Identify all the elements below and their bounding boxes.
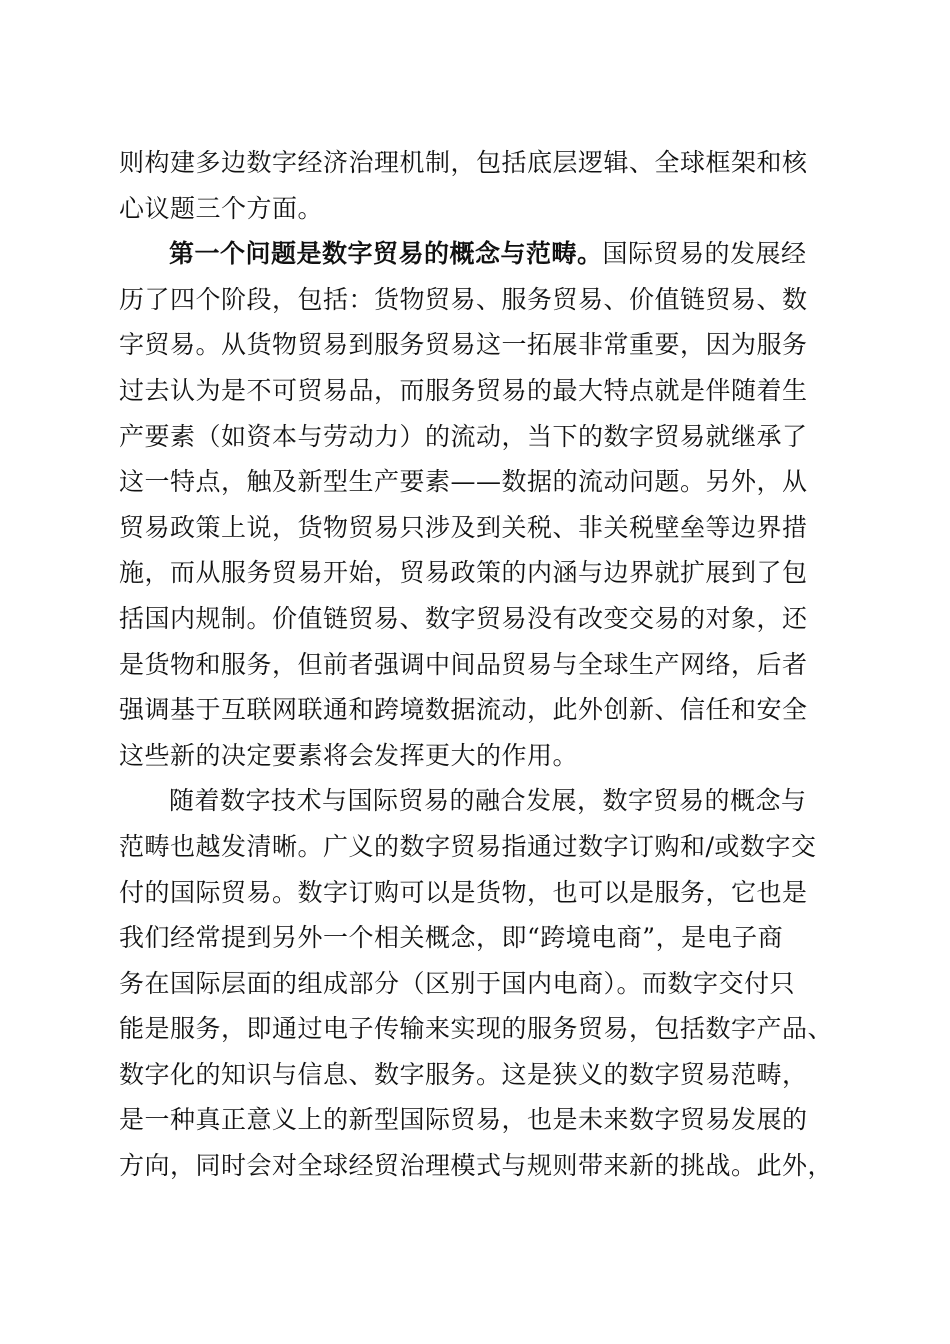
text-line: 历了四个阶段，包括：货物贸易、服务贸易、价值链贸易、数 bbox=[119, 284, 808, 314]
bold-heading-sentence: 第一个问题是数字贸易的概念与范畴。 bbox=[169, 239, 603, 269]
text-line: 则构建多边数字经济治理机制，包括底层逻辑、全球框架和核 bbox=[119, 148, 808, 177]
text-line: 能是服务，即通过电子传输来实现的服务贸易，包括数字产品、 bbox=[119, 1014, 834, 1044]
text-line: 是一种真正意义上的新型国际贸易，也是未来数字贸易发展的 bbox=[119, 1105, 808, 1135]
text-line: 这一特点，触及新型生产要素——数据的流动问题。另外，从 bbox=[119, 467, 808, 497]
text-line: 施，而从服务贸易开始，贸易政策的内涵与边界就扩展到了包 bbox=[119, 558, 808, 588]
text-line: 这些新的决定要素将会发挥更大的作用。 bbox=[119, 740, 579, 770]
text-line: 我们经常提到另外一个相关概念，即“跨境电商”，是电子商 bbox=[119, 923, 784, 953]
text-line: 数字化的知识与信息、数字服务。这是狭义的数字贸易范畴， bbox=[119, 1059, 808, 1089]
text-line: 产要素（如资本与劳动力）的流动，当下的数字贸易就继承了 bbox=[119, 421, 808, 451]
paragraph-start-line: 随着数字技术与国际贸易的融合发展，数字贸易的概念与 bbox=[169, 786, 807, 816]
text-line-rest: 国际贸易的发展经 bbox=[602, 239, 807, 269]
text-line: 字贸易。从货物贸易到服务贸易这一拓展非常重要，因为服务 bbox=[119, 330, 808, 360]
text-line: 范畴也越发清晰。广义的数字贸易指通过数字订购和/或数字交 bbox=[119, 831, 817, 861]
text-line: 贸易政策上说，货物贸易只涉及到关税、非关税壁垒等边界措 bbox=[119, 512, 808, 542]
paragraph-start-line bbox=[119, 231, 839, 277]
text-line: 是货物和服务，但前者强调中间品贸易与全球生产网络，后者 bbox=[119, 649, 808, 679]
text-line: 方向，同时会对全球经贸治理模式与规则带来新的挑战。此外， bbox=[119, 1151, 834, 1181]
text-line: 括国内规制。价值链贸易、数字贸易没有改变交易的对象，还 bbox=[119, 603, 808, 633]
text-line: 心议题三个方面。 bbox=[119, 193, 324, 223]
text-line: 付的国际贸易。数字订购可以是货物，也可以是服务，它也是 bbox=[119, 877, 808, 907]
body-text bbox=[119, 140, 839, 1189]
text-line: 过去认为是不可贸易品，而服务贸易的最大特点就是伴随着生 bbox=[119, 375, 808, 405]
text-line: 强调基于互联网联通和跨境数据流动，此外创新、信任和安全 bbox=[119, 695, 808, 725]
text-line: 务在国际层面的组成部分（区别于国内电商）。而数字交付只 bbox=[119, 968, 796, 998]
